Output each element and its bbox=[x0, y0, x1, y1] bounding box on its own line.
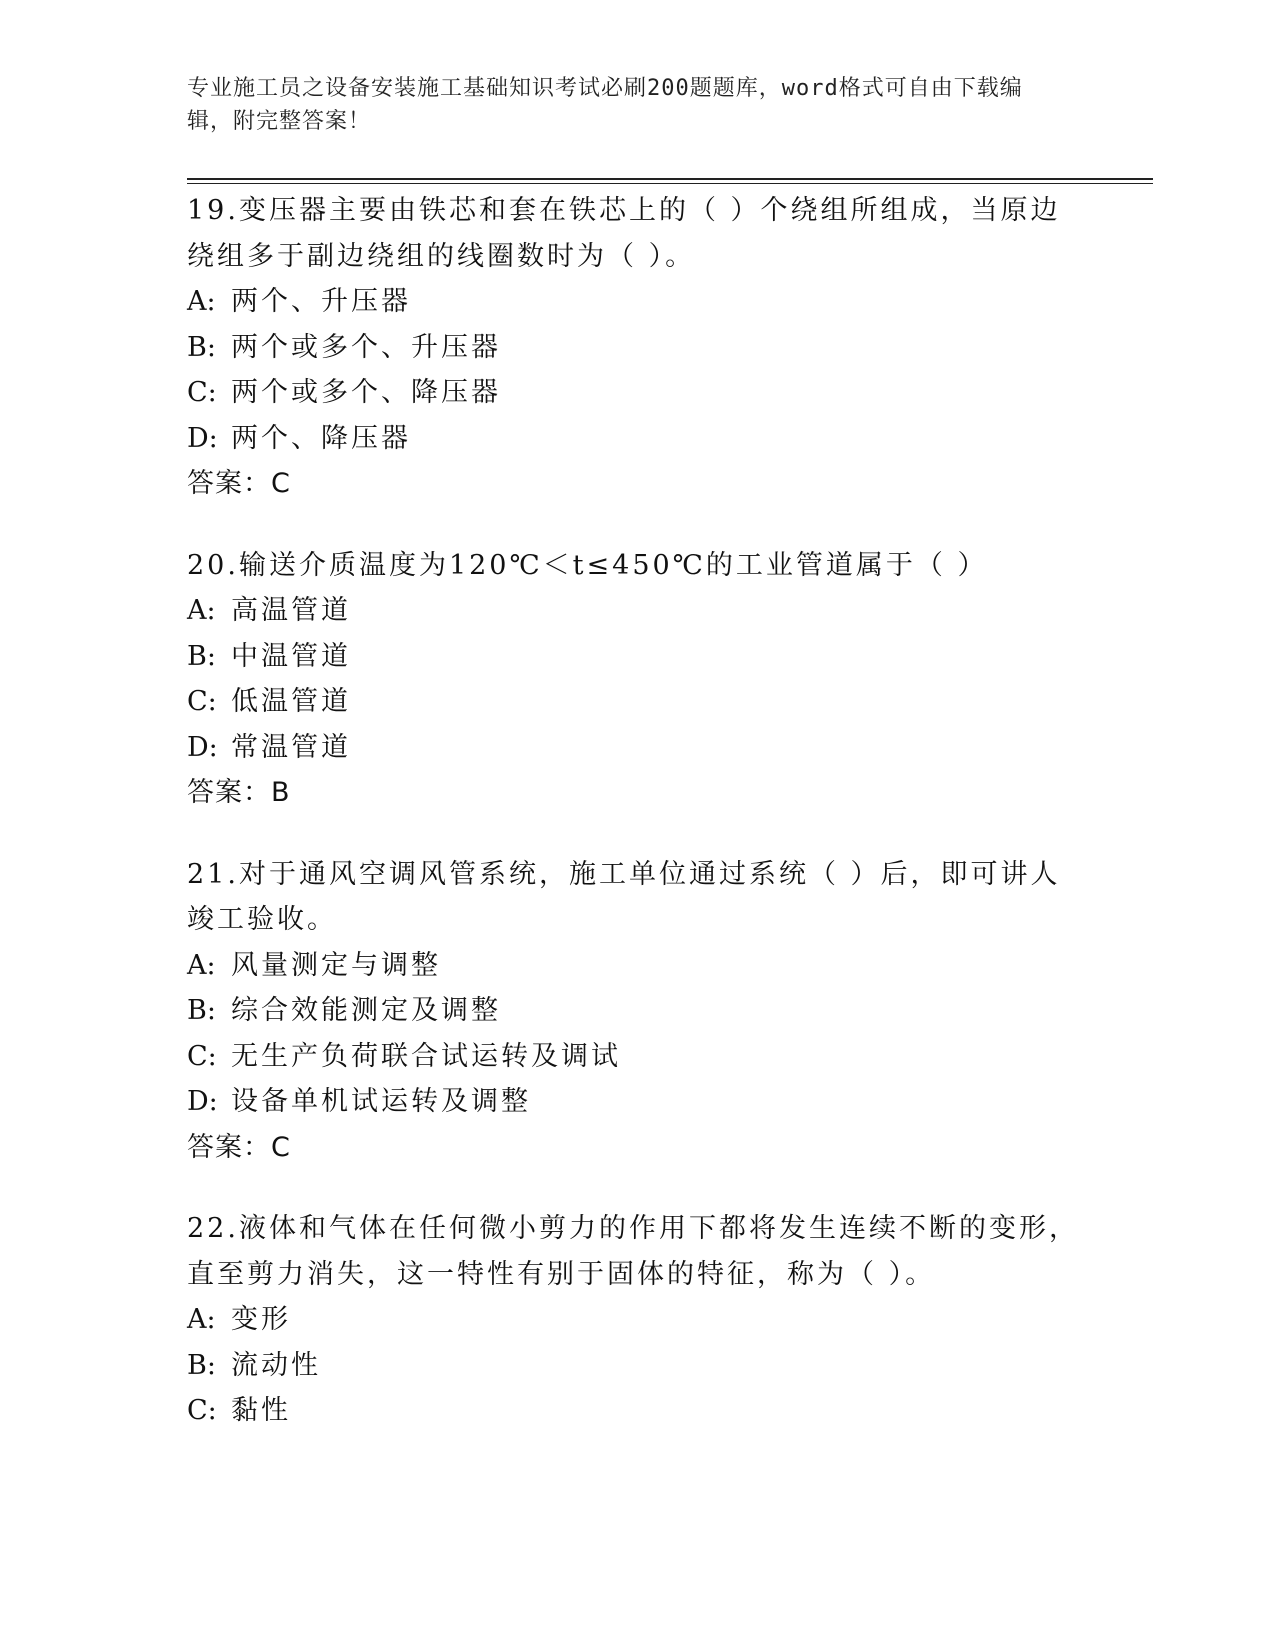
option-text: 黏性 bbox=[231, 1395, 291, 1426]
document-header: 专业施工员之设备安装施工基础知识考试必刷200题题库，word格式可自由下载编辑，附完整答案！ bbox=[187, 76, 1023, 134]
option-letter: C: bbox=[187, 1395, 217, 1426]
option-letter: A: bbox=[187, 949, 216, 981]
answer-line: 答案：C bbox=[187, 468, 291, 499]
question-stem: 19.变压器主要由铁芯和套在铁芯上的（ ）个绕组所组成，当原边绕组多于副边绕组的线圈数时为（ ）。 bbox=[187, 195, 1061, 272]
option-c bbox=[187, 679, 1087, 725]
option-letter: A: bbox=[187, 286, 216, 317]
option-text: 两个或多个、升压器 bbox=[231, 331, 501, 363]
question-19 bbox=[187, 188, 1087, 507]
option-a bbox=[187, 943, 1087, 989]
option-a bbox=[187, 1297, 1087, 1343]
option-d bbox=[187, 416, 1087, 462]
option-text: 高温管道 bbox=[231, 595, 351, 626]
option-text: 设备单机试运转及调整 bbox=[231, 1086, 531, 1117]
option-c bbox=[187, 1388, 1087, 1434]
option-letter: A: bbox=[187, 1304, 216, 1335]
option-text: 综合效能测定及调整 bbox=[231, 995, 501, 1026]
question-stem: 20.输送介质温度为120℃＜t≤450℃的工业管道属于（ ） bbox=[187, 549, 988, 581]
answer-line: 答案：B bbox=[187, 777, 291, 808]
option-a bbox=[187, 588, 1087, 634]
option-letter: B: bbox=[187, 995, 216, 1026]
option-letter: C: bbox=[187, 686, 217, 717]
option-text: 风量测定与调整 bbox=[231, 949, 441, 981]
option-text: 流动性 bbox=[231, 1349, 321, 1381]
option-letter: B: bbox=[187, 331, 216, 363]
option-d bbox=[187, 725, 1087, 771]
answer-line: 答案：C bbox=[187, 1131, 291, 1163]
option-letter: C: bbox=[187, 377, 217, 408]
question-22 bbox=[187, 1206, 1087, 1434]
option-letter: C: bbox=[187, 1040, 217, 1072]
option-d bbox=[187, 1079, 1087, 1125]
option-text: 两个、降压器 bbox=[231, 422, 411, 454]
header-divider-thin bbox=[187, 183, 1153, 184]
question-stem: 22.液体和气体在任何微小剪力的作用下都将发生连续不断的变形，直至剪力消失，这一特性有别于固体的特征，称为（ ）。 bbox=[187, 1213, 1079, 1290]
option-text: 两个或多个、降压器 bbox=[231, 377, 501, 408]
option-letter: B: bbox=[187, 640, 216, 672]
option-letter: A: bbox=[187, 595, 216, 626]
option-b bbox=[187, 634, 1087, 680]
option-b bbox=[187, 325, 1087, 371]
option-letter: D: bbox=[187, 1086, 218, 1117]
option-b bbox=[187, 1343, 1087, 1389]
option-c bbox=[187, 1034, 1087, 1080]
question-stem: 21.对于通风空调风管系统，施工单位通过系统（ ）后，即可讲人竣工验收。 bbox=[187, 858, 1061, 935]
option-text: 低温管道 bbox=[231, 686, 351, 717]
option-letter: D: bbox=[187, 731, 218, 763]
header-divider-thick bbox=[187, 178, 1153, 180]
option-text: 变形 bbox=[231, 1304, 291, 1335]
option-text: 两个、升压器 bbox=[231, 286, 411, 317]
option-letter: D: bbox=[187, 422, 218, 454]
option-text: 常温管道 bbox=[231, 731, 351, 763]
option-b bbox=[187, 988, 1087, 1034]
option-a bbox=[187, 279, 1087, 325]
question-list bbox=[187, 188, 1087, 1470]
option-text: 无生产负荷联合试运转及调试 bbox=[231, 1040, 621, 1072]
question-20 bbox=[187, 543, 1087, 816]
option-text: 中温管道 bbox=[231, 640, 351, 672]
question-21 bbox=[187, 852, 1087, 1171]
option-c bbox=[187, 370, 1087, 416]
option-letter: B: bbox=[187, 1349, 216, 1381]
